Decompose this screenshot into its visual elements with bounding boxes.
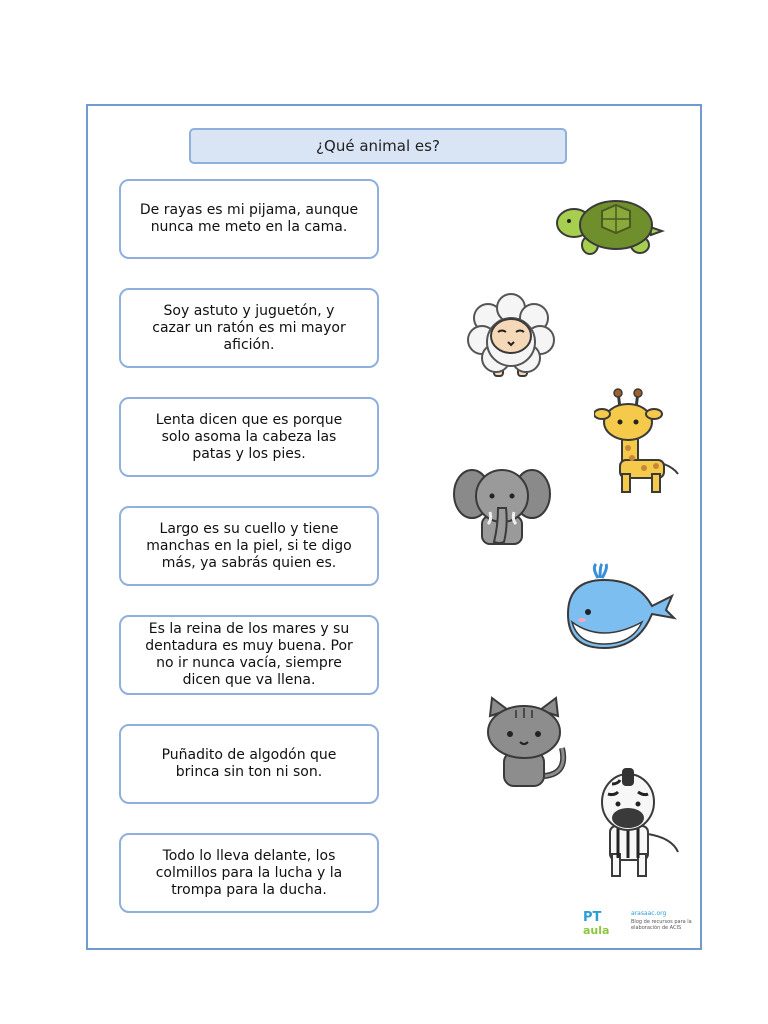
riddle-card-7 — [119, 833, 379, 913]
riddle-card-5 — [119, 615, 379, 695]
riddle-line: Largo es su cuello y tiene — [159, 520, 339, 537]
riddle-line: solo asoma la cabeza las — [161, 428, 337, 445]
riddle-line: De rayas es mi pijama, aunque — [139, 202, 359, 218]
elephant-icon — [452, 462, 552, 550]
riddle-line: Soy astuto y juguetón, y — [163, 302, 335, 319]
riddle-line: Es la reina de los mares y su — [148, 621, 350, 637]
riddle-card-2 — [119, 288, 379, 368]
riddle-line: dentadura es muy buena. Por — [145, 638, 353, 654]
page-title — [189, 128, 567, 164]
logo-site-link[interactable]: arasaac.org — [631, 910, 667, 917]
riddle-line: patas y los pies. — [192, 445, 306, 462]
giraffe-icon — [594, 388, 686, 496]
riddle-card-4 — [119, 506, 379, 586]
riddle-line: Puñadito de algodón que — [161, 747, 337, 763]
whale-icon — [562, 560, 678, 656]
logo-description: Blog de recursos para la elaboración de ACIS — [631, 919, 692, 931]
riddle-card-1 — [119, 179, 379, 259]
riddle-line: no ir nunca vacía, siempre — [156, 655, 342, 671]
riddle-card-6 — [119, 724, 379, 804]
logo-sub: aula — [583, 924, 610, 937]
sheep-icon — [466, 290, 556, 382]
riddle-line: más, ya sabrás quien es. — [161, 554, 337, 571]
turtle-icon — [552, 193, 666, 261]
riddle-line: brinca sin ton ni son. — [175, 764, 323, 780]
riddle-line: nunca me meto en la cama. — [150, 219, 348, 235]
riddle-line: dicen que va llena. — [182, 672, 316, 688]
riddle-line: trompa para la ducha. — [171, 881, 327, 898]
riddle-line: colmillos para la lucha y la — [155, 864, 343, 881]
riddle-line: Lenta dicen que es porque — [155, 411, 343, 428]
zebra-icon — [594, 764, 686, 880]
riddle-line: afición. — [223, 336, 275, 353]
riddle-card-3 — [119, 397, 379, 477]
riddle-line: cazar un ratón es mi mayor — [152, 319, 346, 336]
arasaac-logo — [583, 910, 703, 942]
riddle-line: Todo lo lleva delante, los — [162, 847, 336, 864]
logo-badge: PT — [583, 910, 602, 925]
cat-icon — [482, 696, 574, 792]
riddle-line: manchas en la piel, si te digo — [146, 537, 352, 554]
page-title-text: ¿Qué animal es? — [316, 137, 440, 155]
